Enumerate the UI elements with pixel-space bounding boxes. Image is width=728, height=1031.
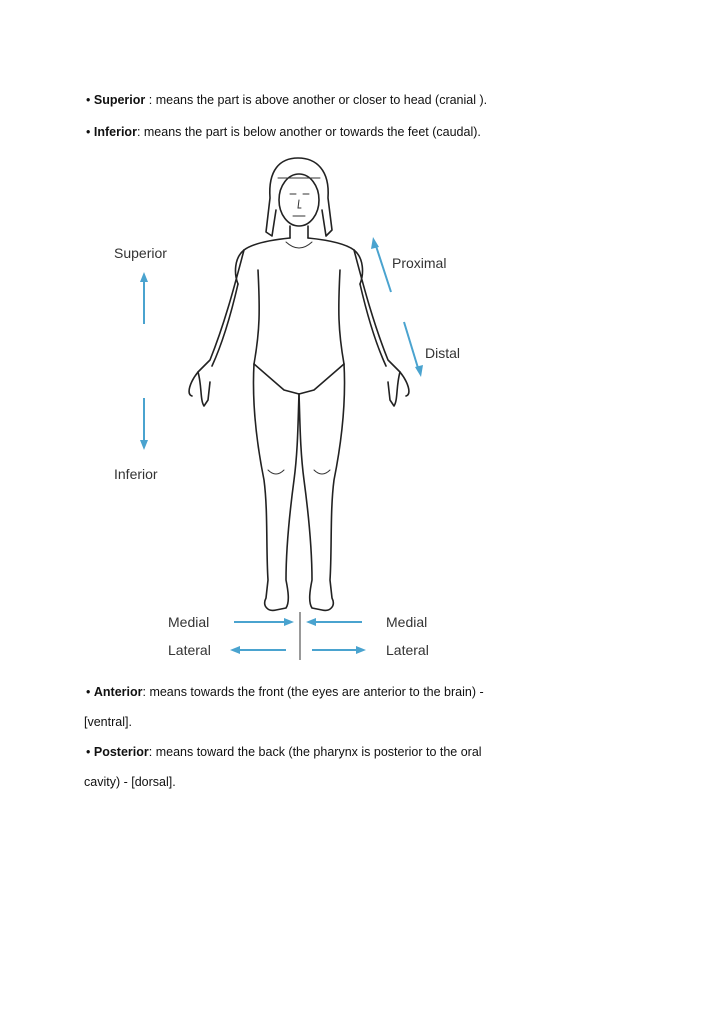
bullet: •	[86, 685, 91, 699]
superior-arrow	[140, 272, 148, 324]
lateral-arrow-left	[230, 646, 286, 654]
anterior-definition	[86, 684, 484, 700]
bullet: •	[86, 93, 91, 107]
human-figure	[189, 158, 409, 610]
superior-definition	[86, 92, 487, 108]
bullet: •	[86, 745, 91, 759]
anatomical-position-figure	[100, 150, 480, 670]
posterior-text: : means toward the back (the pharynx is posterior to the oral	[148, 745, 482, 759]
superior-text: : means the part is above another or closer to head (cranial ).	[145, 93, 488, 107]
label-distal: Distal	[425, 345, 461, 361]
label-lateral-left: Lateral	[168, 642, 211, 658]
posterior-continuation: cavity) - [dorsal].	[84, 775, 176, 789]
term-anterior: Anterior	[93, 685, 143, 699]
inferior-text: : means the part is below another or towards the feet (caudal).	[136, 125, 481, 139]
inferior-definition	[86, 124, 481, 140]
posterior-definition	[86, 744, 482, 760]
label-lateral-right: Lateral	[386, 642, 429, 658]
label-inferior: Inferior	[114, 466, 158, 482]
label-proximal: Proximal	[392, 255, 447, 271]
medial-arrow-right	[306, 618, 362, 626]
lateral-arrow-right	[312, 646, 366, 654]
anterior-text: : means towards the front (the eyes are anterior to the brain) -	[142, 685, 484, 699]
proximal-arrow	[371, 237, 391, 292]
label-superior: Superior	[114, 245, 167, 261]
term-superior: Superior	[93, 93, 146, 107]
distal-arrow	[404, 322, 423, 377]
bullet: •	[86, 125, 91, 139]
inferior-arrow	[140, 398, 148, 450]
label-medial-right: Medial	[386, 614, 428, 630]
label-medial-left: Medial	[168, 614, 210, 630]
anterior-continuation: [ventral].	[84, 715, 132, 729]
medial-arrow-left	[234, 618, 294, 626]
term-inferior: Inferior	[93, 125, 137, 139]
term-posterior: Posterior	[93, 745, 149, 759]
